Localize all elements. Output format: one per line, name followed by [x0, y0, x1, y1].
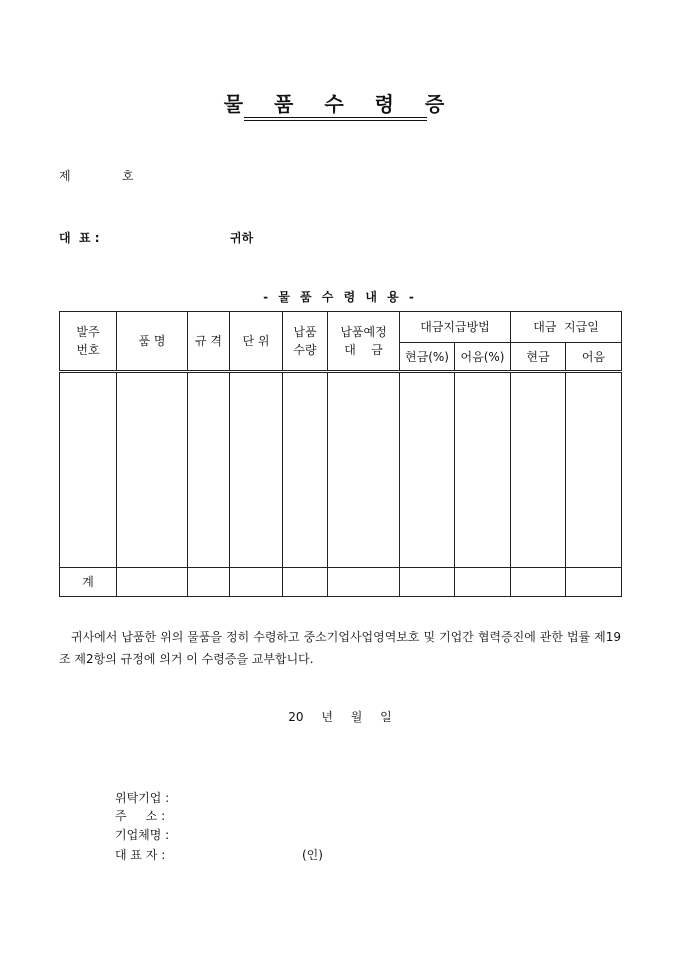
document-number-suffix: 호: [122, 169, 134, 183]
header-payment-date: 대금 지급일: [511, 312, 622, 343]
header-date-bill: 어음: [566, 343, 622, 372]
total-cash-percent[interactable]: [400, 568, 455, 597]
company-label: 위탁기업 :: [115, 791, 170, 805]
total-date-bill[interactable]: [566, 568, 622, 597]
cell-spec[interactable]: [188, 372, 230, 568]
seal-mark: (인): [302, 848, 323, 862]
cell-amount[interactable]: [328, 372, 400, 568]
total-label: 계: [60, 568, 117, 597]
body-paragraph: 귀사에서 납품한 위의 물품을 정히 수령하고 중소기업사업영역보호 및 기업간 협력증진에 관한 법률 제19조 제2항의 규정에 의거 이 수령증을 교부합니다.: [59, 630, 621, 666]
document-title: 물 품 수 령 증: [223, 92, 457, 116]
document-number-prefix: 제: [59, 169, 71, 183]
cell-date-bill[interactable]: [566, 372, 622, 568]
header-date-cash: 현금: [511, 343, 566, 372]
table-body-row: [60, 372, 622, 568]
recipient-suffix: 귀하: [230, 231, 254, 245]
section-title: - 물 품 수 령 내 용 -: [263, 290, 417, 304]
table-total-row: [60, 568, 622, 597]
date-day-label: 일: [380, 710, 392, 724]
cell-order-number[interactable]: [60, 372, 117, 568]
header-bill-percent: 어음(%): [455, 343, 511, 372]
issue-date: [0, 708, 680, 725]
date-year-label: 년: [321, 710, 333, 724]
date-year: 20: [288, 710, 304, 724]
header-amount: 납품예정 대 금: [328, 312, 400, 372]
company-name-label: 기업체명 :: [115, 828, 170, 842]
total-amount[interactable]: [328, 568, 400, 597]
total-date-cash[interactable]: [511, 568, 566, 597]
date-month-label: 월: [350, 710, 363, 724]
representative-label: 대 표 자 :: [115, 848, 166, 862]
address-label: 주 소 :: [115, 809, 166, 823]
total-unit[interactable]: [230, 568, 283, 597]
header-unit: 단 위: [230, 312, 283, 372]
total-quantity[interactable]: [283, 568, 328, 597]
cell-bill-percent[interactable]: [455, 372, 511, 568]
cell-date-cash[interactable]: [511, 372, 566, 568]
title-underline-1: [244, 117, 427, 118]
cell-item-name[interactable]: [117, 372, 188, 568]
cell-unit[interactable]: [230, 372, 283, 568]
recipient-label: 대 표 :: [59, 231, 100, 245]
total-item-name[interactable]: [117, 568, 188, 597]
total-spec[interactable]: [188, 568, 230, 597]
cell-cash-percent[interactable]: [400, 372, 455, 568]
title-underline-2: [244, 120, 427, 121]
header-payment-method: 대금지급방법: [400, 312, 511, 343]
receipt-table: [59, 311, 622, 597]
header-order-number: 발주 번호: [60, 312, 117, 372]
header-spec: 규 격: [188, 312, 230, 372]
header-cash-percent: 현금(%): [400, 343, 455, 372]
header-quantity: 납품 수량: [283, 312, 328, 372]
header-item-name: 품 명: [117, 312, 188, 372]
total-bill-percent[interactable]: [455, 568, 511, 597]
cell-quantity[interactable]: [283, 372, 328, 568]
